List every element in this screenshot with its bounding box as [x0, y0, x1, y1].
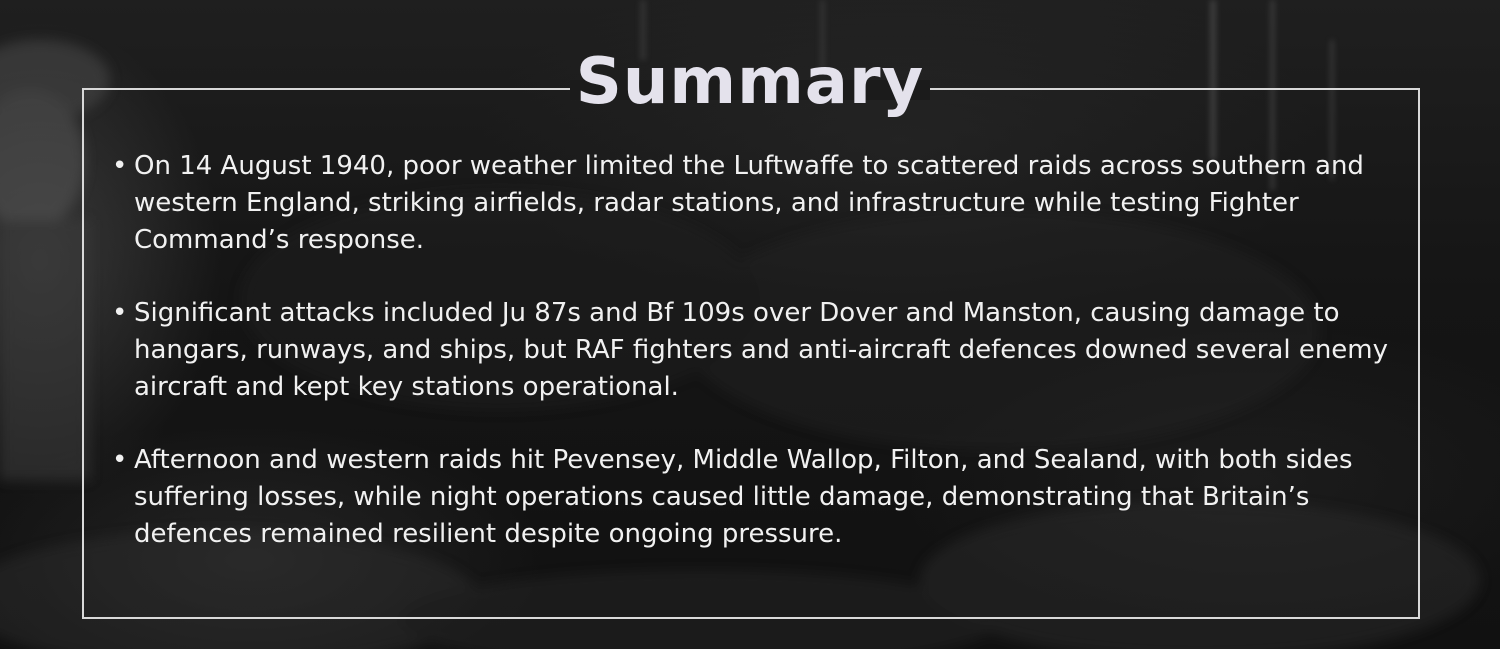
summary-bullet	[112, 148, 1402, 259]
summary-bullet	[112, 295, 1402, 406]
bullet-text: Afternoon and western raids hit Pevensey, Middle Wallop, Filton, and Sealand, with both sides suffering losses, while night operations caused little damage, demonstrating that Britain’s defences remained resilient despite ongoing pressure.	[134, 445, 1353, 549]
bullet-text: Significant attacks included Ju 87s and Bf 109s over Dover and Manston, causing damage to hangars, runways, and ships, but RAF fighters and anti-aircraft defences downed several enemy aircraft and kept key stations operational.	[134, 298, 1389, 402]
bullet-marker: •	[112, 445, 128, 475]
bullet-marker: •	[112, 151, 128, 181]
summary-bullet-list	[112, 148, 1402, 589]
bullet-text: On 14 August 1940, poor weather limited the Luftwaffe to scattered raids across southern and western England, striking airfields, radar stations, and infrastructure while testing Fighter Command’s response.	[134, 151, 1364, 255]
summary-bullet	[112, 442, 1402, 553]
slide-title: Summary	[575, 45, 925, 119]
bullet-marker: •	[112, 298, 128, 328]
